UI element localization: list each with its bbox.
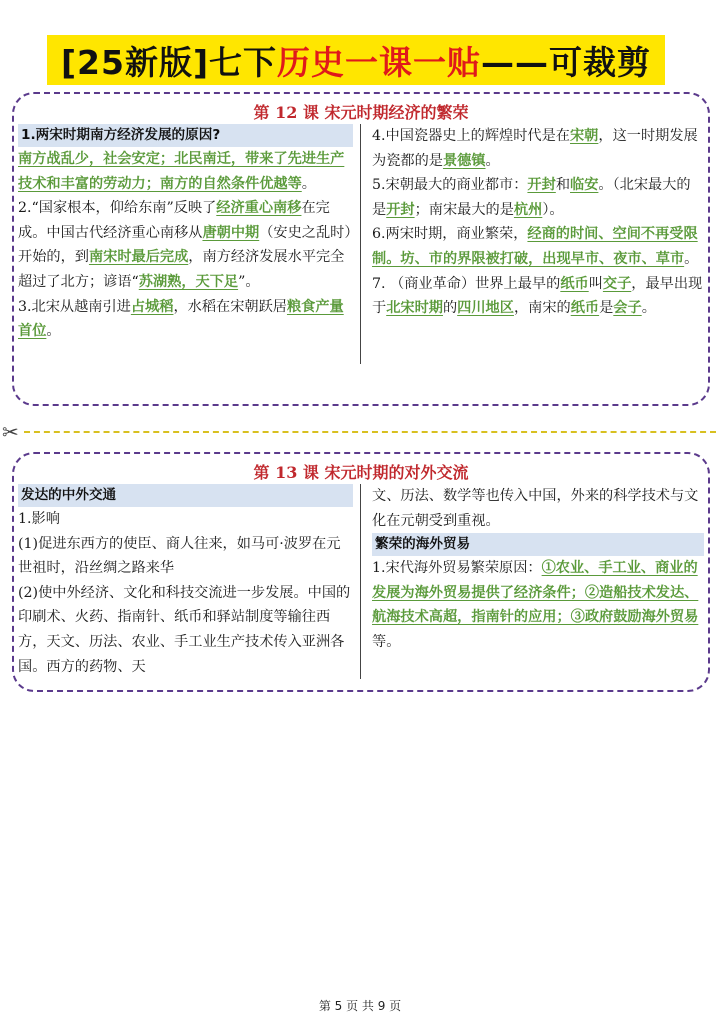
column-divider (360, 124, 361, 364)
lesson13-left-heading: 发达的中外交通 (18, 484, 353, 507)
lesson13-right-heading: 繁荣的海外贸易 (372, 533, 704, 556)
cut-line (24, 431, 716, 433)
lesson13-title: 第 13 课 宋元时期的对外交流 (253, 463, 469, 482)
page-banner (47, 35, 665, 85)
column-divider (360, 484, 361, 679)
banner-part1: [25新版]七下 (60, 42, 278, 82)
lesson12-section-heading: 1.两宋时期南方经济发展的原因? (18, 124, 353, 147)
lesson13-card (12, 452, 710, 692)
scissors-icon: ✂ (2, 420, 19, 444)
lesson12-right-column (372, 124, 704, 321)
lesson12-item-3: 3.北宋从越南引进占城稻，水稻在宋朝跃居粮食产量首位。 (18, 298, 344, 340)
lesson12-item-6: 6.两宋时期，商业繁荣，经商的时间、空间不再受限制。坊、市的界限被打破，出现早市、夜市、草市。 (372, 226, 699, 267)
lesson13-left-column (18, 484, 353, 679)
lesson12-title: 第 12 课 宋元时期经济的繁荣 (253, 103, 469, 122)
lesson12-item-4: 4.中国瓷器史上的辉煌时代是在宋朝，这一时期发展为瓷都的是景德镇。 (372, 128, 698, 169)
lesson13-left-p3: (2)使中外经济、文化和科技交流进一步发展。中国的印刷术、火药、指南针、纸币和驿站制度等输往西方，天文、历法、农业、手工业生产技术传入亚洲各国。西方的药物、天 (18, 584, 351, 675)
lesson12-card (12, 92, 710, 406)
lesson13-right-column (372, 484, 704, 655)
banner-part2: 历史一课一贴 (277, 42, 482, 82)
lesson12-item-5: 5.宋朝最大的商业都市：开封和临安。（北宋最大的是开封；南宋最大的是杭州）。 (372, 177, 691, 218)
lesson13-right-p1: 文、历法、数学等也传入中国，外来的科学技术与文化在元朝受到重视。 (372, 488, 699, 529)
lesson13-left-p2: (1)促进东西方的使臣、商人往来，如马可·波罗在元世祖时，沿丝绸之路来华 (18, 535, 341, 577)
lesson12-left-column (18, 124, 353, 344)
lesson13-right-p2: 1.宋代海外贸易繁荣原因：①农业、手工业、商业的发展为海外贸易提供了经济条件；②造船技术发达、航海技术高超，指南针的应用；③政府鼓励海外贸易等。 (372, 560, 699, 650)
lesson13-left-p1: 1.影响 (18, 511, 60, 527)
lesson12-item-7: 7. （商业革命）世界上最早的纸币叫交子，最早出现于北宋时期的四川地区，南宋的纸币是会子。 (372, 275, 703, 317)
banner-part3: ——可裁剪 (481, 42, 652, 82)
page-footer: 第 5 页 共 9 页 (318, 999, 402, 1013)
lesson12-item-1: 南方战乱少，社会安定；北民南迁，带来了先进生产技术和丰富的劳动力；南方的自然条件优越等。 (18, 151, 345, 192)
lesson12-item-2: 2.“国家根本，仰给东南”反映了经济重心南移在完成。中国古代经济重心南移从唐朝中期（安史之乱时）开始的，到南宋时最后完成，南方经济发展水平完全超过了北方；谚语“苏湖熟，天下足”。 (18, 200, 352, 290)
